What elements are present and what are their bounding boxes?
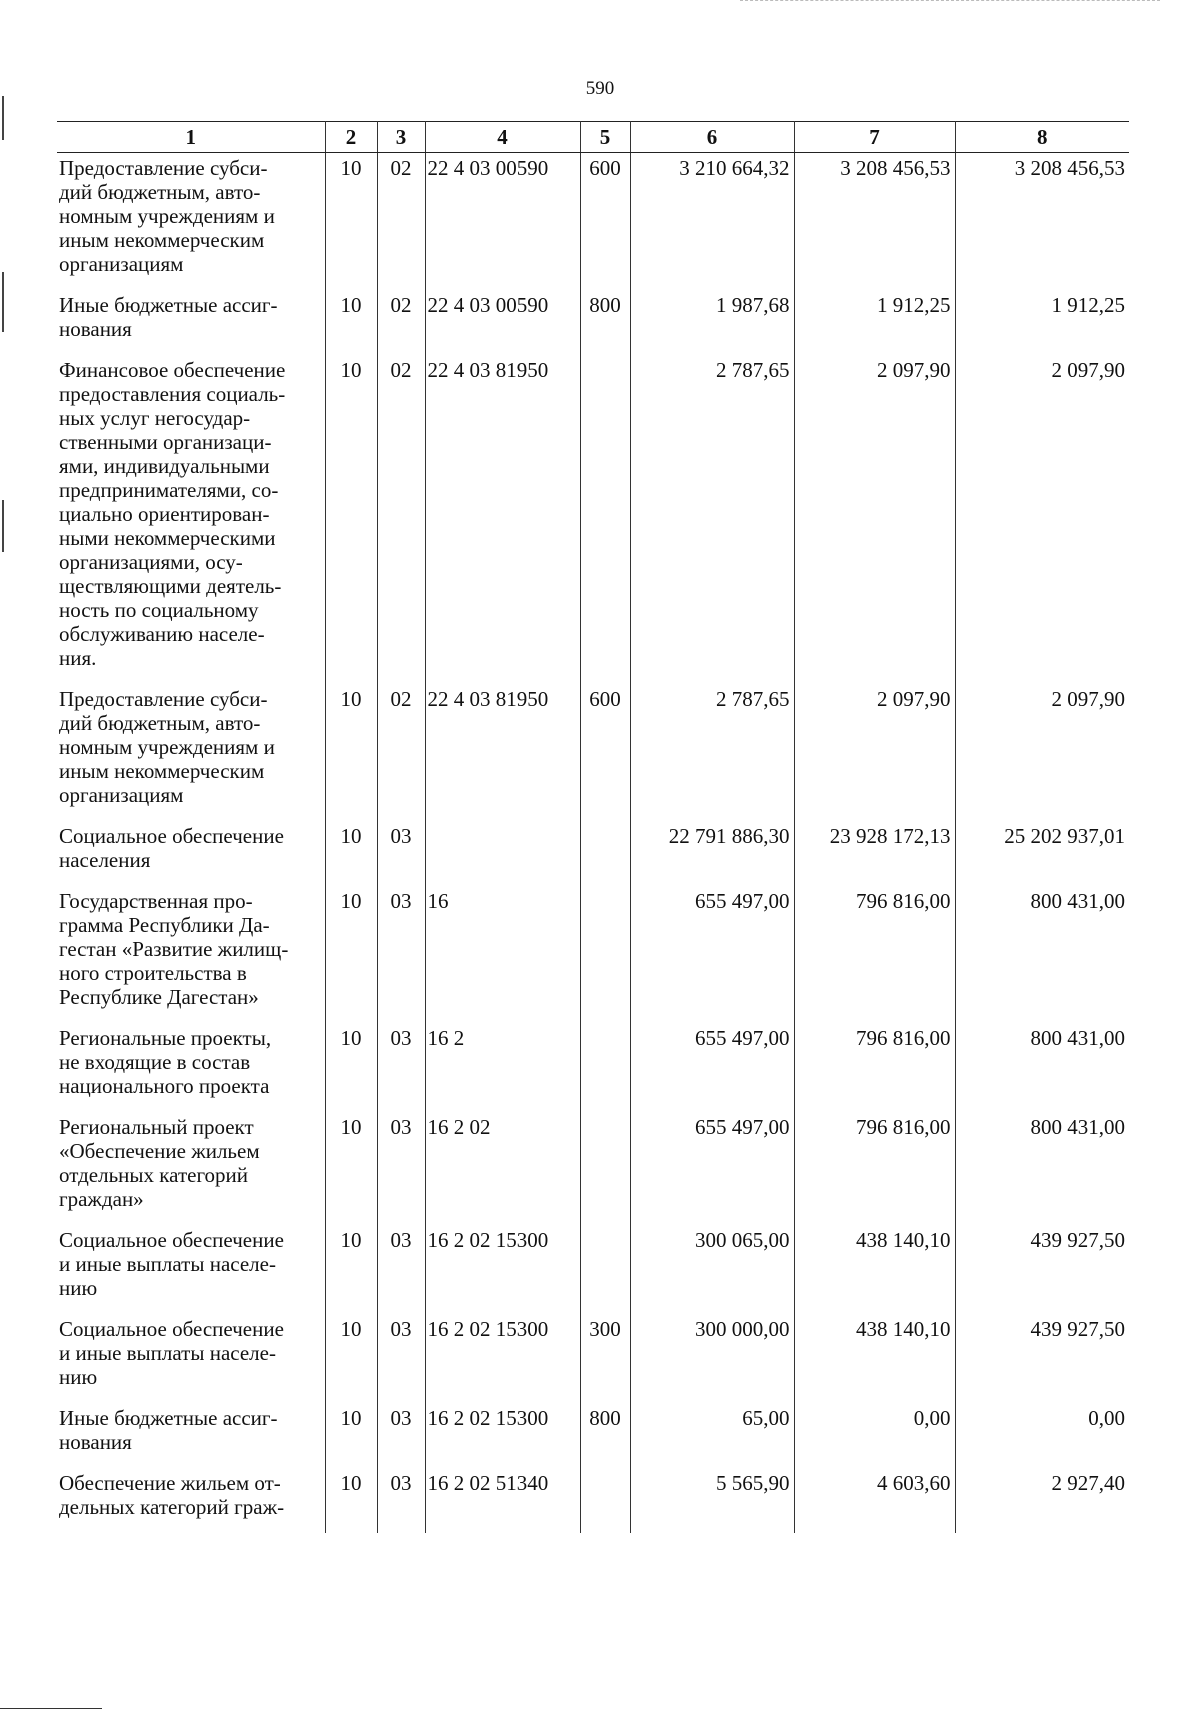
subsection-code: 03 [377,1314,425,1403]
section-code: 10 [325,1403,377,1468]
item-name: Региональные проекты, не входящие в состав национального проекта [57,1023,325,1112]
expense-type-code [580,821,630,886]
target-article-code: 16 2 02 [425,1112,580,1225]
amount-year-1: 5 565,90 [630,1468,794,1533]
amount-year-3: 0,00 [955,1403,1129,1468]
expense-type-code [580,1225,630,1314]
item-name: Обеспечение жильем от- дельных категорий граж- [57,1468,325,1533]
section-code: 10 [325,1225,377,1314]
expense-type-code: 600 [580,153,630,291]
table-row [57,1468,1129,1533]
item-name: Региональный проект «Обеспечение жильем отдельных категорий граждан» [57,1112,325,1225]
section-code: 10 [325,1468,377,1533]
margin-mark [2,500,4,552]
amount-year-1: 2 787,65 [630,684,794,821]
amount-year-2: 23 928 172,13 [794,821,955,886]
target-article-code: 22 4 03 00590 [425,153,580,291]
amount-year-3: 2 097,90 [955,684,1129,821]
item-name: Государственная про- грамма Республики Да- гестан «Развитие жилищ- ного строительства в Республике Дагестан» [57,886,325,1023]
subsection-code: 03 [377,1468,425,1533]
amount-year-1: 655 497,00 [630,886,794,1023]
expense-type-code [580,886,630,1023]
expense-type-code [580,1023,630,1112]
subsection-code: 03 [377,1225,425,1314]
amount-year-1: 655 497,00 [630,1023,794,1112]
column-header: 2 [325,122,377,153]
expense-type-code: 800 [580,290,630,355]
table-row [57,821,1129,886]
subsection-code: 03 [377,1023,425,1112]
amount-year-2: 438 140,10 [794,1314,955,1403]
amount-year-1: 300 065,00 [630,1225,794,1314]
item-name: Иные бюджетные ассиг- нования [57,290,325,355]
amount-year-3: 800 431,00 [955,886,1129,1023]
amount-year-1: 655 497,00 [630,1112,794,1225]
subsection-code: 03 [377,1403,425,1468]
amount-year-1: 3 210 664,32 [630,153,794,291]
column-header: 7 [794,122,955,153]
table-row [57,1023,1129,1112]
section-code: 10 [325,290,377,355]
subsection-code: 03 [377,821,425,886]
target-article-code [425,821,580,886]
item-name: Социальное обеспечение населения [57,821,325,886]
item-name: Предоставление субси- дий бюджетным, авто- номным учреждениям и иным некоммерческим организациям [57,153,325,291]
expense-type-code: 600 [580,684,630,821]
margin-mark [2,272,4,332]
section-code: 10 [325,886,377,1023]
amount-year-3: 800 431,00 [955,1023,1129,1112]
subsection-code: 03 [377,1112,425,1225]
column-header: 6 [630,122,794,153]
column-header: 1 [57,122,325,153]
subsection-code: 02 [377,355,425,684]
margin-mark [2,96,4,140]
target-article-code: 16 2 02 51340 [425,1468,580,1533]
amount-year-2: 4 603,60 [794,1468,955,1533]
amount-year-2: 796 816,00 [794,1112,955,1225]
amount-year-3: 800 431,00 [955,1112,1129,1225]
amount-year-2: 1 912,25 [794,290,955,355]
expense-type-code [580,355,630,684]
amount-year-3: 25 202 937,01 [955,821,1129,886]
table-row [57,886,1129,1023]
amount-year-2: 438 140,10 [794,1225,955,1314]
section-code: 10 [325,1023,377,1112]
item-name: Социальное обеспечение и иные выплаты населе- нию [57,1314,325,1403]
amount-year-2: 0,00 [794,1403,955,1468]
column-header: 5 [580,122,630,153]
section-code: 10 [325,821,377,886]
table-header-row [57,122,1129,153]
amount-year-1: 300 000,00 [630,1314,794,1403]
table-row [57,684,1129,821]
section-code: 10 [325,1314,377,1403]
amount-year-3: 3 208 456,53 [955,153,1129,291]
table-row [57,290,1129,355]
section-code: 10 [325,1112,377,1225]
column-header: 8 [955,122,1129,153]
target-article-code: 16 2 [425,1023,580,1112]
target-article-code: 22 4 03 81950 [425,684,580,821]
budget-table [57,121,1129,1533]
amount-year-2: 2 097,90 [794,684,955,821]
footnote-rule [0,1708,102,1709]
amount-year-2: 796 816,00 [794,1023,955,1112]
subsection-code: 02 [377,290,425,355]
table-row [57,153,1129,291]
amount-year-1: 2 787,65 [630,355,794,684]
column-header: 3 [377,122,425,153]
amount-year-1: 1 987,68 [630,290,794,355]
item-name: Финансовое обеспечение предоставления социаль- ных услуг негосудар- ственными организаци- ями, индивидуальными предпринимателями, со- циально ориентирован- ными некоммерческими организациями, осу- ществляющими деятель- ность по социальному обслуживанию населе- ния. [57,355,325,684]
target-article-code: 16 [425,886,580,1023]
item-name: Иные бюджетные ассиг- нования [57,1403,325,1468]
amount-year-1: 22 791 886,30 [630,821,794,886]
amount-year-3: 439 927,50 [955,1225,1129,1314]
section-code: 10 [325,684,377,821]
amount-year-2: 3 208 456,53 [794,153,955,291]
table-row [57,1112,1129,1225]
amount-year-1: 65,00 [630,1403,794,1468]
column-header: 4 [425,122,580,153]
subsection-code: 03 [377,886,425,1023]
item-name: Предоставление субси- дий бюджетным, авто- номным учреждениям и иным некоммерческим организациям [57,684,325,821]
section-code: 10 [325,153,377,291]
amount-year-3: 2 097,90 [955,355,1129,684]
table-row [57,1314,1129,1403]
target-article-code: 22 4 03 00590 [425,290,580,355]
section-code: 10 [325,355,377,684]
amount-year-2: 2 097,90 [794,355,955,684]
expense-type-code: 800 [580,1403,630,1468]
subsection-code: 02 [377,153,425,291]
subsection-code: 02 [377,684,425,821]
amount-year-2: 796 816,00 [794,886,955,1023]
amount-year-3: 2 927,40 [955,1468,1129,1533]
table-row [57,1225,1129,1314]
table-row [57,1403,1129,1468]
item-name: Социальное обеспечение и иные выплаты населе- нию [57,1225,325,1314]
target-article-code: 16 2 02 15300 [425,1225,580,1314]
target-article-code: 16 2 02 15300 [425,1403,580,1468]
target-article-code: 22 4 03 81950 [425,355,580,684]
target-article-code: 16 2 02 15300 [425,1314,580,1403]
top-rule [740,0,1160,2]
amount-year-3: 1 912,25 [955,290,1129,355]
amount-year-3: 439 927,50 [955,1314,1129,1403]
page-number: 590 [585,78,615,99]
expense-type-code: 300 [580,1314,630,1403]
expense-type-code [580,1112,630,1225]
table-row [57,355,1129,684]
expense-type-code [580,1468,630,1533]
